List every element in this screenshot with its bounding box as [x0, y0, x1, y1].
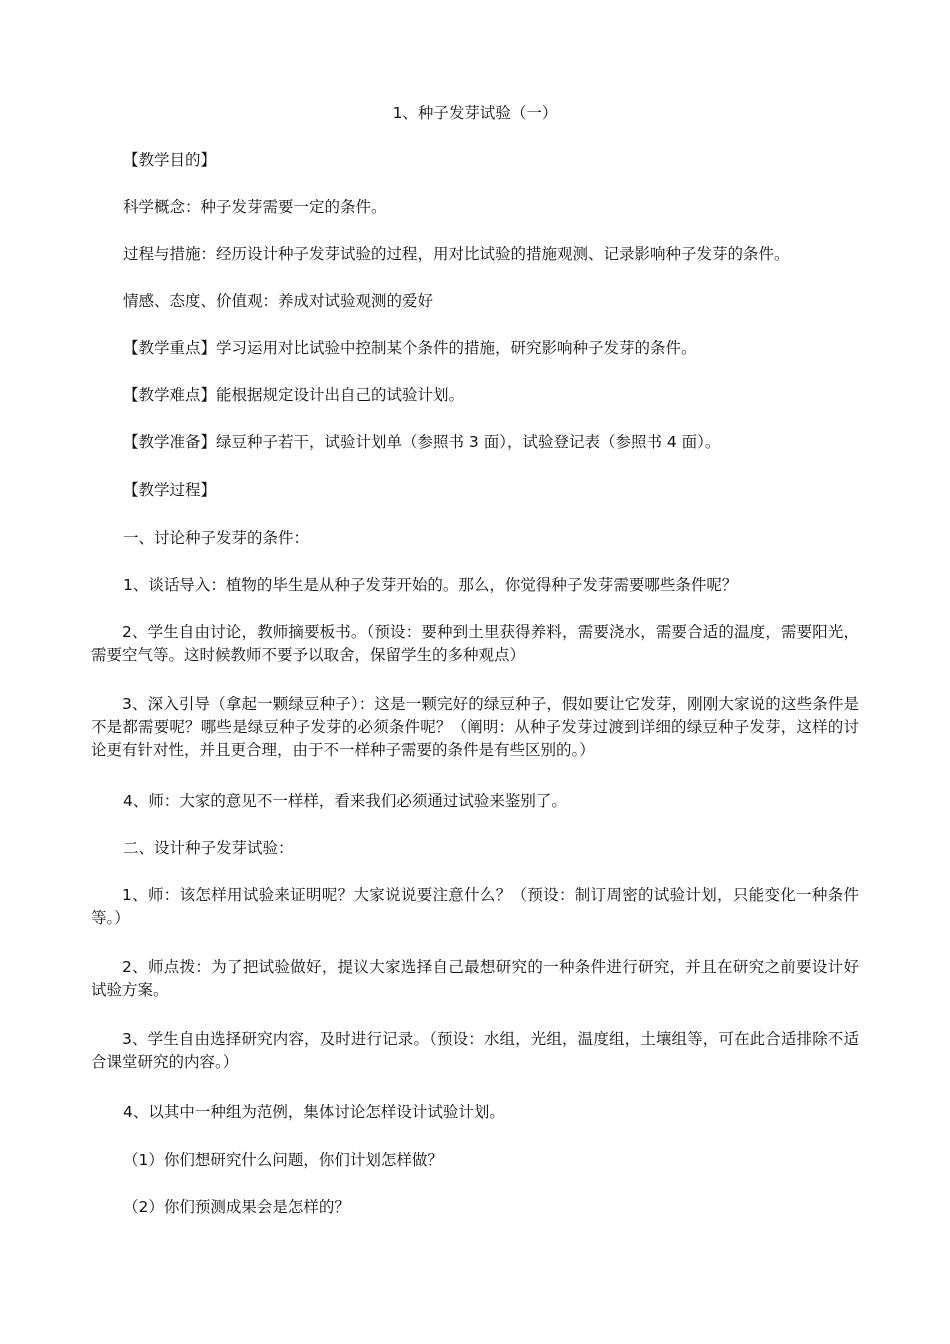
difficulty: 【教学难点】能根据规定设计出自己的试验计划。 [123, 386, 465, 404]
process-heading: 【教学过程】 [123, 481, 217, 499]
objective-process: 过程与措施：经历设计种子发芽试验的过程，用对比试验的措施观测、记录影响种子发芽的条件。 [123, 245, 790, 263]
discuss-item-4: 4、师：大家的意见不一样样，看来我们必须通过试验来鉴别了。 [123, 792, 567, 810]
question-2: （2）你们预测成果会是怎样的？ [123, 1198, 350, 1216]
design-item-3: 3、学生自由选择研究内容，及时进行记录。（预设：水组，光组，温度组，土壤组等，可在此合适排除不适合课堂研究的内容。） [91, 1030, 859, 1071]
page-title: 1、种子发芽试验（一） [392, 104, 558, 122]
key-point: 【教学重点】学习运用对比试验中控制某个条件的措施，研究影响种子发芽的条件。 [123, 339, 697, 357]
design-item-1: 1、师：该怎样用试验来证明呢？大家说说要注意什么？（预设：制订周密的试验计划，只能变化一种条件等。） [91, 886, 859, 927]
objective-concept: 科学概念：种子发芽需要一定的条件。 [123, 198, 387, 216]
discuss-item-2: 2、学生自由讨论，教师摘要板书。（预设：要种到土里获得养料，需要浇水，需要合适的温度，需要阳光，需要空气等。这时候教师不要予以取舍，保留学生的多种观点） [91, 623, 859, 664]
objective-emotion: 情感、态度、价值观：养成对试验观测的爱好 [123, 292, 434, 310]
design-item-4: 4、以其中一种组为范例，集体讨论怎样设计试验计划。 [123, 1103, 505, 1121]
objectives-heading: 【教学目的】 [123, 151, 217, 169]
preparation: 【教学准备】绿豆种子若干，试验计划单（参照书 3 面），试验登记表（参照书 4 面）。 [123, 433, 721, 451]
question-1: （1）你们想研究什么问题，你们计划怎样做？ [123, 1151, 443, 1169]
design-item-2: 2、师点拨：为了把试验做好，提议大家选择自己最想研究的一种条件进行研究，并且在研究之前要设计好试验方案。 [91, 958, 859, 999]
discuss-item-1: 1、谈话导入：植物的毕生是从种子发芽开始的。那么，你觉得种子发芽需要哪些条件呢？ [123, 576, 738, 594]
discuss-item-3: 3、深入引导（拿起一颗绿豆种子）：这是一颗完好的绿豆种子，假如要让它发芽，刚刚大家说的这些条件是不是都需要呢？哪些是绿豆种子发芽的必须条件呢？（阐明：从种子发芽过渡到详细的绿豆种子发芽，这样的讨论更有针对性，并且更合理，由于不一样种子需要的条件是有些区别的。） [91, 695, 859, 759]
section-heading-design: 二、设计种子发芽试验： [123, 839, 294, 857]
section-heading-discuss: 一、讨论种子发芽的条件： [123, 529, 310, 547]
